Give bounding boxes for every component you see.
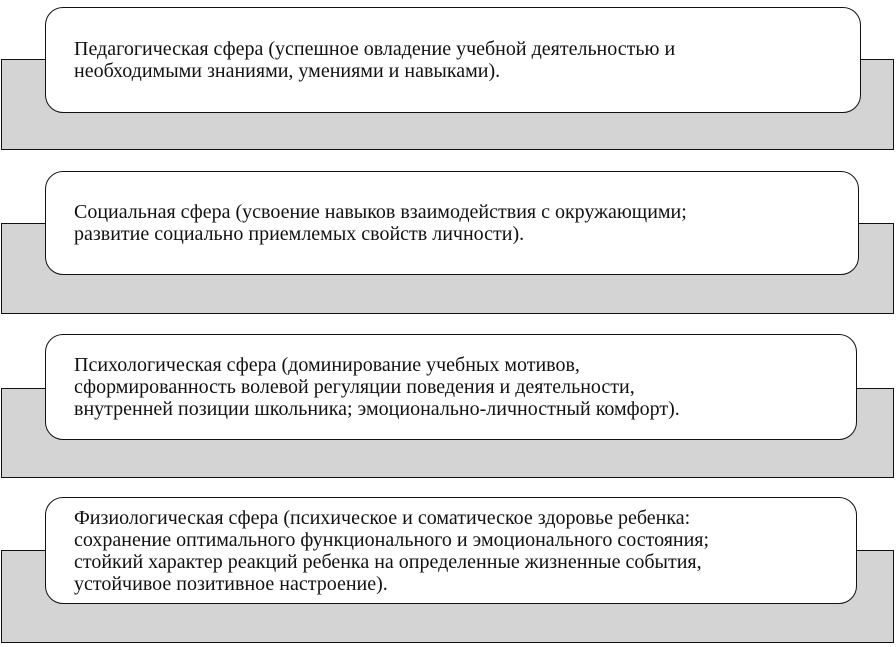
sphere-text-psychological: Психологическая сфера (доминирование учебных мотивов, сформированность волевой регуляции поведения и деятельности, внутренней позиции школьника; эмоционально-личностный комфорт). [74, 354, 680, 420]
sphere-card-physiological [45, 497, 857, 604]
sphere-card-psychological [45, 334, 857, 440]
sphere-text-physiological: Физиологическая сфера (психическое и соматическое здоровье ребенка: сохранение оптимального функционального и эмоционального состояния; стойкий характер реакций ребенка на определенные жизненные события, устойчивое позитивное настроение). [74, 506, 710, 595]
sphere-text-social: Социальная сфера (усвоение навыков взаимодействия с окружающими; развитие социально приемлемых свойств личности). [74, 201, 687, 245]
sphere-text-pedagogical: Педагогическая сфера (успешное овладение учебной деятельностью и необходимыми знаниями, умениями и навыками). [74, 38, 676, 82]
sphere-card-pedagogical [45, 7, 861, 113]
sphere-card-social [45, 171, 859, 275]
